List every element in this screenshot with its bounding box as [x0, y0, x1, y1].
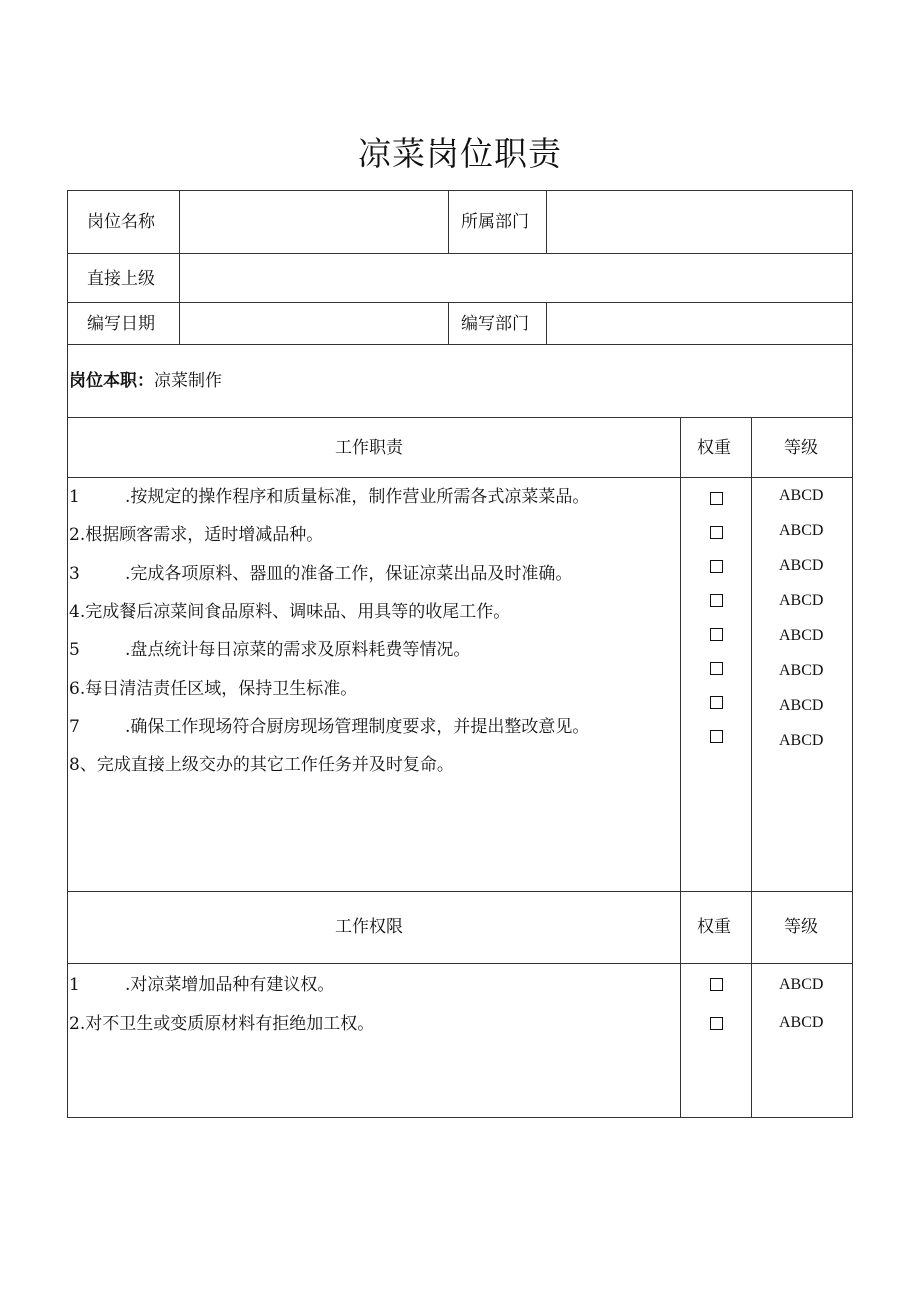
- duty-item: [69, 564, 572, 584]
- authority-item: [69, 975, 334, 995]
- duty-item: [69, 679, 357, 699]
- duty-grade: ABCD: [779, 662, 824, 679]
- authority-weight-checkbox[interactable]: [710, 1017, 723, 1030]
- duty-item: [69, 487, 589, 507]
- duty-item-text: .按规定的操作程序和质量标准，制作营业所需各式凉菜菜品。: [125, 487, 590, 507]
- duty-weight-checkbox[interactable]: [710, 696, 723, 709]
- duty-grade: ABCD: [779, 487, 824, 504]
- duty-item-text: .完成各项原料、器皿的准备工作，保证凉菜出品及时准确。: [125, 563, 573, 584]
- duty-item-number: 4: [69, 601, 80, 622]
- duty-grade: ABCD: [779, 697, 824, 714]
- duty-item: [69, 525, 323, 545]
- duty-grade: ABCD: [779, 732, 824, 749]
- duty-weight-checkbox[interactable]: [710, 730, 723, 743]
- authority-item: [69, 1014, 374, 1034]
- authority-grade: ABCD: [779, 976, 824, 993]
- duty-weight-checkbox[interactable]: [710, 526, 723, 539]
- duty-item-text: .确保工作现场符合厨房现场管理制度要求，并提出整改意见。: [125, 716, 590, 737]
- duty-row: [69, 371, 222, 391]
- authority-grade: ABCD: [779, 1014, 824, 1031]
- duty-weight-checkbox[interactable]: [710, 628, 723, 641]
- duty-item-number: 1: [69, 487, 80, 507]
- duty-item-number: 2: [69, 525, 80, 546]
- duty-item-text: .每日清洁责任区域，保持卫生标准。: [79, 678, 358, 699]
- duty-item: [69, 717, 589, 737]
- duty-item-text: .根据顾客需求，适时增减品种。: [79, 525, 324, 546]
- duty-grade: ABCD: [779, 522, 824, 539]
- duty-weight-checkbox[interactable]: [710, 662, 723, 675]
- duties-header: 工作职责: [335, 438, 403, 458]
- duty-item-number: 7: [69, 716, 80, 737]
- authority-header: 工作权限: [335, 917, 403, 937]
- authority-item-number: 2: [69, 1014, 80, 1034]
- department-label: 所属部门: [461, 212, 529, 232]
- authority-item-text: .对凉菜增加品种有建议权。: [125, 975, 335, 995]
- duty-grade: ABCD: [779, 592, 824, 609]
- duty-grade: ABCD: [779, 557, 824, 574]
- duties-weight-header: 权重: [697, 438, 731, 458]
- duty-item-text: .盘点统计每日凉菜的需求及原料耗费等情况。: [125, 640, 471, 661]
- position-name-label: 岗位名称: [87, 212, 155, 232]
- duty-item-number: 3: [69, 563, 80, 584]
- authority-item-number: 1: [69, 975, 80, 995]
- duty-item: [69, 640, 470, 660]
- duty-value: 凉菜制作: [154, 371, 222, 391]
- duty-item-number: 8: [69, 755, 80, 776]
- duty-grade: ABCD: [779, 627, 824, 644]
- write-date-label: 编写日期: [87, 314, 155, 334]
- duty-weight-checkbox[interactable]: [710, 594, 723, 607]
- duty-weight-checkbox[interactable]: [710, 560, 723, 573]
- authority-grade-header: 等级: [784, 917, 818, 937]
- duty-item-number: 6: [69, 678, 80, 699]
- duty-item: [69, 755, 454, 775]
- duty-item-text: .完成餐后凉菜间食品原料、调味品、用具等的收尾工作。: [79, 601, 511, 622]
- duty-item-number: 5: [69, 640, 80, 661]
- write-dept-label: 编写部门: [461, 314, 529, 334]
- authority-weight-header: 权重: [697, 917, 731, 937]
- page-title: 凉菜岗位职责: [358, 134, 562, 173]
- duty-item: [69, 602, 510, 622]
- duty-item-text: 、完成直接上级交办的其它工作任务并及时复命。: [79, 755, 454, 776]
- duties-grade-header: 等级: [784, 438, 818, 458]
- supervisor-label: 直接上级: [87, 269, 155, 289]
- authority-item-text: .对不卫生或变质原材料有拒绝加工权。: [79, 1014, 375, 1034]
- duty-label: 岗位本职：: [69, 371, 154, 391]
- authority-weight-checkbox[interactable]: [710, 978, 723, 991]
- duty-weight-checkbox[interactable]: [710, 492, 723, 505]
